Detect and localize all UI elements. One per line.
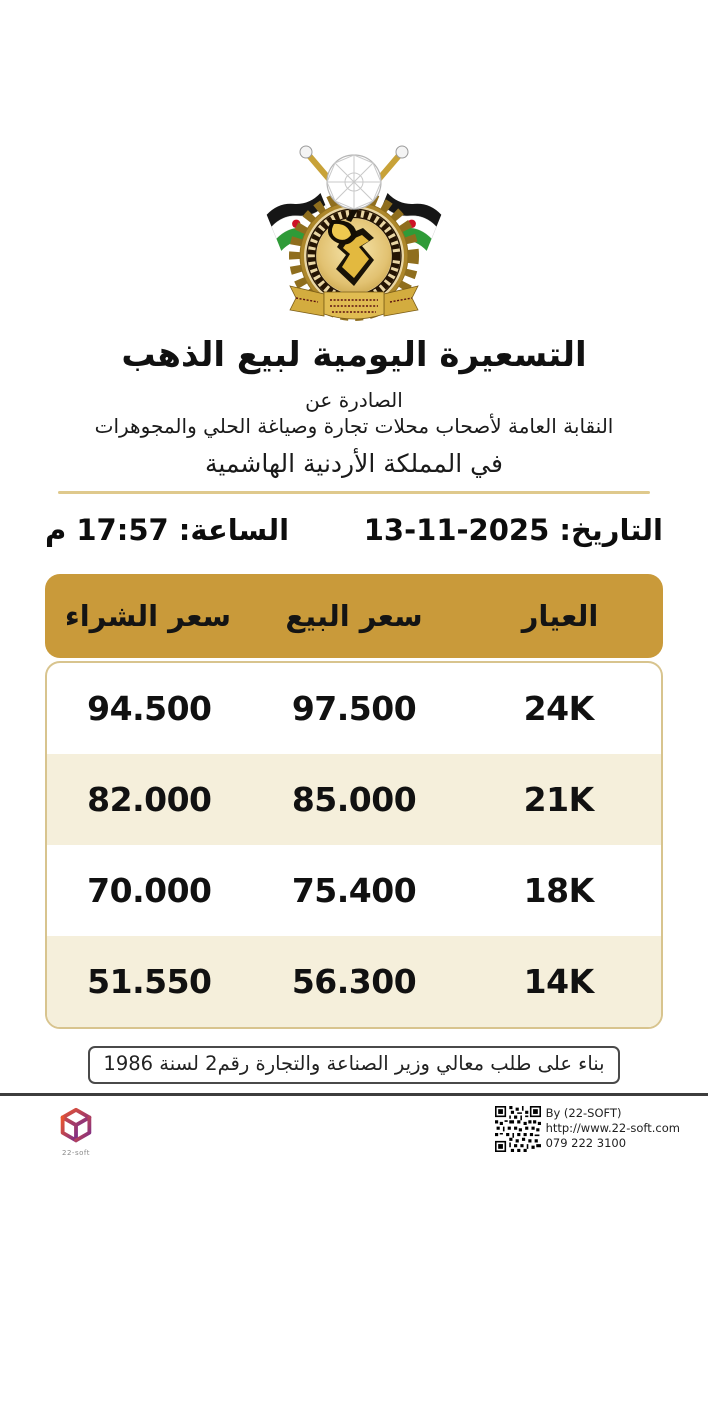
sell-price-cell: 85.000 bbox=[291, 780, 417, 819]
gold-divider bbox=[58, 491, 650, 494]
header-karat: العيار bbox=[521, 599, 599, 633]
credit-block bbox=[495, 1106, 680, 1152]
issued-by-label: الصادرة عن bbox=[305, 388, 403, 412]
datetime-row bbox=[45, 510, 663, 550]
date-value: 13-11-2025 bbox=[363, 513, 550, 547]
qr-code-icon bbox=[495, 1106, 541, 1152]
gold-price-table bbox=[45, 574, 663, 1029]
credit-line-by: By (22-SOFT) bbox=[545, 1106, 622, 1120]
date-label: التاريخ: bbox=[559, 513, 663, 547]
credit-line-phone: 079 222 3100 bbox=[545, 1136, 627, 1150]
time-field bbox=[45, 510, 289, 550]
karat-cell: 21K bbox=[523, 780, 594, 819]
brand-label: 22-soft bbox=[62, 1149, 90, 1157]
date-field bbox=[364, 510, 663, 550]
country-line: في المملكة الأردنية الهاشمية bbox=[205, 449, 503, 478]
karat-cell: 24K bbox=[523, 689, 594, 728]
time-label: الساعة: bbox=[178, 513, 290, 547]
table-row bbox=[47, 754, 661, 845]
sell-price-cell: 75.400 bbox=[291, 871, 417, 910]
time-value: 17:57 bbox=[76, 513, 169, 547]
table-row bbox=[47, 663, 661, 754]
credit-line-url: http://www.22-soft.com bbox=[545, 1121, 680, 1135]
sell-price-cell: 56.300 bbox=[291, 962, 417, 1001]
diamond-icon bbox=[327, 155, 381, 209]
time-suffix: م bbox=[45, 513, 67, 547]
header-sell-price: سعر البيع bbox=[285, 599, 423, 633]
buy-price-cell: 51.550 bbox=[87, 962, 212, 1001]
credit-text bbox=[546, 1106, 680, 1151]
header-buy-price: سعر الشراء bbox=[64, 599, 232, 633]
emblem-svg bbox=[265, 140, 443, 332]
table-header-row bbox=[45, 574, 663, 658]
buy-price-cell: 82.000 bbox=[87, 780, 212, 819]
cube-logo-icon bbox=[56, 1106, 96, 1148]
sell-price-cell: 97.500 bbox=[291, 689, 417, 728]
buy-price-cell: 70.000 bbox=[87, 871, 212, 910]
karat-cell: 18K bbox=[523, 871, 594, 910]
brand-block bbox=[52, 1106, 100, 1157]
page-title: التسعيرة اليومية لبيع الذهب bbox=[121, 335, 587, 375]
issuer-name: النقابة العامة لأصحاب محلات تجارة وصياغة الحلي والمجوهرات bbox=[94, 414, 614, 438]
table-row bbox=[47, 936, 661, 1027]
legal-note: بناء على طلب معالي وزير الصناعة والتجارة رقم2 لسنة 1986 bbox=[88, 1046, 619, 1084]
poster-sheet bbox=[0, 140, 708, 1420]
table-body bbox=[45, 661, 663, 1029]
table-row bbox=[47, 845, 661, 936]
footer bbox=[0, 1096, 708, 1157]
syndicate-emblem-icon bbox=[265, 140, 443, 332]
karat-cell: 14K bbox=[523, 962, 594, 1001]
buy-price-cell: 94.500 bbox=[87, 689, 212, 728]
